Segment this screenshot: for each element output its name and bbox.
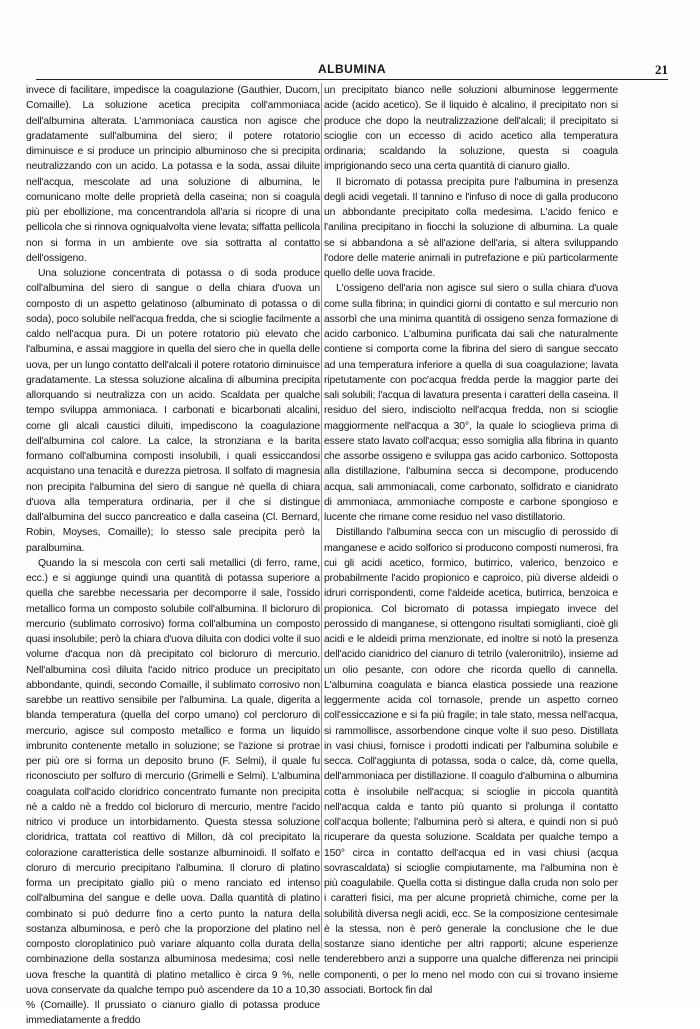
page-number: 21	[655, 62, 668, 77]
left-column	[26, 83, 321, 1027]
running-header	[36, 62, 668, 80]
paragraph: Quando la si mescola con certi sali metallici (di ferro, rame, ecc.) e si aggiunge quindi una quantità di potassa superiore a quella che sarebbe necessaria per decomporre il sale, l'ossido metallico forma un composto solubile coll'albumina. Il bicloruro di mercurio (sublimato corrosivo) forma coll'albumina un composto quasi insolubile; però la chiara d'uova diluita con dodici volte il suo volume d'acqua non dà precipitato col bicloruro di mercurio. Nell'albumina così diluita l'acido nitrico produce un precipitato abbondante, quindi, secondo Comaille, il sublimato corrosivo non sarebbe un reattivo sensibile per l'albumina. La quale, digerita a blanda temperatura (quella del corpo umano) col percloruro di mercurio, agisce sul composto metallico e forma un liquido imbrunito contenente metallo in soluzione; se l'azione si protrae per più ore si forma un deposito bruno (F. Selmi), il quale fu riconosciuto per solfuro di mercurio (Grimelli e Selmi). L'albumina coagulata coll'acido cloridrico concentrato fumante non precipita nè a caldo nè a freddo col bicloruro di mercurio, mentre l'acido nitrico vi produce un intorbidamento. Questa stessa soluzione cloridrica, trattata col reattivo di Millon, dà col precipitato la colorazione caratteristica delle sostanze albuminoidi. Il solfato e cloruro di mercurio precipitano l'albumina. Il cloruro di platino forma un precipitato giallo più o meno ranciato ed intenso coll'albumina del sangue e delle uova. Dalla quantità di platino combinato si può dedurre fino a certo punto la natura della sostanza albuminosa, e però che la proporzione del platino nel composto cloroplatinico può variare alquanto colla durata della combinazione della sostanza albuminosa medesima; così nelle uova fresche la quantità di platino metallico è circa 9 %, nelle uova conservate da qualche tempo può ascendere da 10 a 10,30 % (Comaille). Il prussiato o cianuro giallo di potassa produce immediatamente a freddo	[26, 557, 321, 1027]
running-title: ALBUMINA	[318, 62, 386, 76]
paragraph: Distillando l'albumina secca con un miscuglio di perossido di manganese e acido solforico si producono composti numerosi, fra cui gli acidi acetico, formico, butirrico, valerico, benzoico e probabilmente l'acido propionico e caproico, più diverse aldeidi o idruri corrispondenti, come l'aldeide acetica, butirrica, benzoica e propionica. Col bicromato di potassa impiegato invece del perossido di manganese, si ottengono risultati somiglianti, cioè gli acidi e le aldeidi prima menzionate, ed inoltre si notò la presenza dell'acido cianidrico del cianuro di tetrilo (valeronitrilo), insieme ad un olio pesante, con odore che ricorda quello di cannella. L'albumina coagulata e bianca elastica possiede una reazione leggermente acida col tornasole, prende un aspetto corneo coll'essiccazione e si fa più fragile; in tale stato, messa nell'acqua, si rammollisce, assorbendone cinque volte il suo peso. Distillata in vasi chiusi, fornisce i prodotti indicati per l'albumina solubile e secca. Coll'aggiunta di potassa, soda o calce, dà, come quella, dell'ammoniaca per distillazione. Il coagulo d'albumina o albumina cotta è insolubile nell'acqua; si scioglie in piccola quantità nell'acqua calda e tanto più quanto si prolunga il contatto coll'acqua bollente; l'albumina però si altera, e quindi non si può ricuperare da questa soluzione. Scaldata per qualche tempo a 150° circa in contatto dell'acqua ed in vasi chiusi (acqua sovrascaldata) si scioglie compiutamente, ma l'albumina non è più coagulabile. Quella cotta si distingue dalla cruda non solo per i caratteri fisici, ma per alcune proprietà chimiche, come per la solubilità diversa negli acidi, ecc. Se la composizione centesimale è la stessa, non è però generale la conclusione che le due sostanze siano identiche per altri rapporti; alcune esperienze tenderebbero anzi a supporre una qualche differenza nei principii componenti, o per lo meno nel modo con cui si trovano insieme associati. Bortock fin dal	[324, 527, 618, 996]
paragraph: L'ossigeno dell'aria non agisce sul siero o sulla chiara d'uova come sulla fibrina; in quindici giorni di contatto e sul mercurio non assorbì che una minima quantità di ossigeno senza formazione di acido carbonico. L'albumina purificata dai sali che naturalmente contiene si comporta come la fibrina del siero di sangue seccato ad una temperatura inferiore a quella di sua coagulazione; lavata ripetutamente con poc'acqua fredda perde la maggior parte dei sali solubili; l'acqua di lavatura presenta i caratteri della caseina. Il residuo del siero, indisciolto nell'acqua fredda, non si scioglie maggiormente nell'acqua a 30°, la quale lo scioglieva prima di essere stato lavato coll'acqua; esso somiglia alla fibrina in quanto che assorbe ossigeno e sviluppa gas acido carbonico. Sottoposta alla distillazione, l'albumina secca si decompone, producendo acqua, sali ammoniacali, come carbonato, solfidrato e cianidrato di ammoniaca, ammoniache composte e carbone spongioso e lucente che rimane come residuo nel vaso distillatorio.	[324, 283, 618, 523]
paragraph: invece di facilitare, impedisce la coagulazione (Gauthier, Ducom, Comaille). La soluzione acetica precipita coll'ammoniaca dell'albumina alterata. L'ammoniaca caustica non agisce che gradatamente sull'albumina del siero; il potere rotatorio diminuisce e si produce un principio albuminoso che si precipita neutralizzando con un acido. La potassa e la soda, assai diluite nell'acqua, mescolate ad una soluzione di albumina, le comunicano molte delle proprietà della caseina; non si coagula più per ebollizione, ma concentrandola all'aria si ricopre di una pellicola che si rinnova ogniqualvolta viene levata; siffatta pellicola non si forma in un ambiente ove sia sottratta al contatto dell'ossigeno.	[26, 85, 320, 264]
paragraph: un precipitato bianco nelle soluzioni albuminose leggermente acide (acido acetico). Se il liquido è alcalino, il precipitato non si produce che dopo la neutralizzazione dell'alcali; il precipitato si scioglie con un eccesso di acido acetico alla temperatura ordinaria; scaldando la soluzione, questa si coagula imprigionando seco una certa quantità di cianuro giallo.	[324, 85, 618, 173]
paragraph: Una soluzione concentrata di potassa o di soda produce coll'albumina del siero di sangue o della chiara d'uova un composto di un aspetto gelatinoso (albuminato di potassa o di soda), poco solubile nell'acqua fredda, che si scioglie facilmente a caldo nell'acqua pura. Di un potere rotatorio più elevato che l'albumina, e assai maggiore in quella del siero che in quella delle uova, per un lungo contatto dell'alcali il potere rotatorio diminuisce gradatamente. La stessa soluzione alcalina di albumina precipita allorquando si neutralizza con un acido. Scaldata per qualche tempo sviluppa ammoniaca. I carbonati e bicarbonati alcalini, come gli alcali caustici diluiti, impediscono la coagulazione dell'albumina col calore. La calce, la stronziana e la barita formano coll'albumina composti insolubili, i quali essiccandosi acquistano una tenacità e durezza pietrosa. Il solfato di magnesia non precipita l'albumina del siero di sangue nè quella di chiara d'uova alla temperatura ordinaria, per il che si distingue dall'albumina del succo pancreatico e dalla caseina (Cl. Bernard, Robin, Moyses, Comaille); lo stesso sale precipita però la paralbumina.	[26, 268, 320, 554]
paragraph: Il bicromato di potassa precipita pure l'albumina in presenza degli acidi vegetali. Il tannino e l'infuso di noce di galla producono un abbondante precipitato colla medesima. L'acido fenico e l'anilina precipitano in fiocchi la soluzione di albumina. La quale se si abbandona a sè all'azione dell'aria, si altera sviluppando l'odore delle materie animali in putrefazione e più particolarmente quello delle uova fracide.	[324, 176, 618, 279]
column-divider	[321, 83, 322, 949]
right-column	[324, 83, 618, 996]
header-rule	[36, 79, 668, 80]
